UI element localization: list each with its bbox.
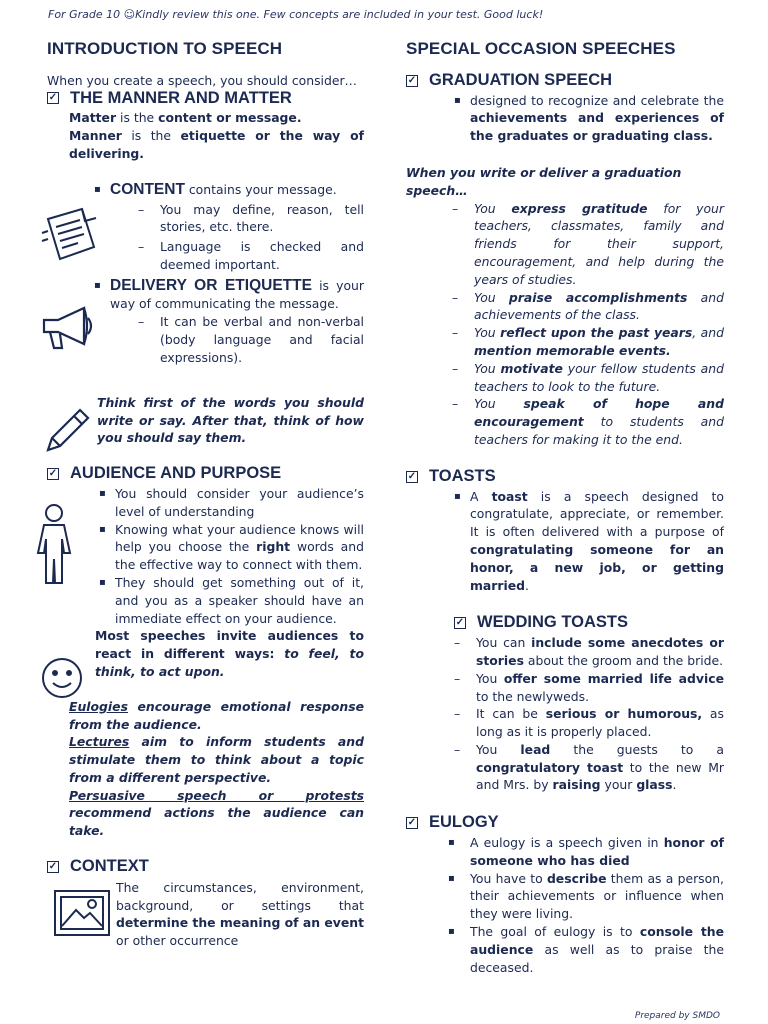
think-first-note: Think first of the words you should write or say. After that, think of how you should say them. bbox=[97, 394, 364, 446]
checkbox-icon: ✓ bbox=[407, 74, 417, 86]
intro-text: When you create a speech, you should consider… bbox=[47, 72, 357, 88]
heading-toasts: ✓ TOASTS bbox=[407, 466, 496, 485]
heading-eulogy: ✓ EULOGY bbox=[407, 813, 499, 832]
graduation-when: When you write or deliver a graduation speech… bbox=[406, 164, 682, 198]
section-title-special: SPECIAL OCCASION SPEECHES bbox=[406, 39, 676, 58]
checkbox-icon: ✓ bbox=[407, 470, 417, 482]
context-text: The circumstances, environment, background, or settings that determine the meaning of an event or other occurrence bbox=[116, 879, 364, 949]
megaphone-icon bbox=[38, 304, 100, 352]
list-item: ▪ You have to describe them as a person, their achievements or influence when they were living. bbox=[448, 870, 724, 923]
heading-wedding-toasts: ✓ WEDDING TOASTS bbox=[455, 613, 628, 632]
invite-text: Most speeches invite audiences to react in different ways: to feel, to think, to act upon. bbox=[95, 628, 364, 679]
eulogy-list bbox=[448, 834, 724, 976]
list-item: – You may define, reason, tell stories, etc. there. bbox=[138, 201, 364, 237]
left-column bbox=[40, 40, 364, 950]
list-item: ▪ A eulogy is a speech given in honor of someone who has died bbox=[448, 834, 724, 870]
list-item: ▪ They should get something out of it, and you as a speaker should have an immediate effect on your audience. bbox=[99, 574, 364, 627]
heading-manner-matter: ✓ THE MANNER AND MATTER bbox=[48, 88, 292, 107]
checkbox-icon: ✓ bbox=[48, 468, 58, 480]
list-item: – You offer some married life advice to the newlyweds. bbox=[454, 670, 724, 706]
list-item: – You praise accomplishments and achievements of the class. bbox=[452, 289, 724, 325]
right-column bbox=[406, 40, 724, 976]
speech-types: Eulogies encourage emotional response from the audience. Lectures aim to inform students and stimulate them to think about a topic from a different perspective. Persuasive speech or protests recommend actions the audience can take. bbox=[69, 698, 364, 839]
delivery-block: ▪ DELIVERY OR ETIQUETTE is your way of communicating the message. – It can be verbal and non-verbal (body language and facial expressions). bbox=[94, 277, 364, 367]
list-item: ▪ Knowing what your audience knows will help you choose the right words and the effective way to connect with them. bbox=[99, 521, 364, 574]
pencil-icon bbox=[44, 406, 92, 452]
smiley-icon bbox=[40, 656, 84, 700]
list-item: – You motivate your fellow students and teachers to look to the future. bbox=[452, 360, 724, 396]
checkbox-icon: ✓ bbox=[48, 860, 58, 872]
footer-credit: Prepared by SMDO bbox=[634, 1011, 720, 1021]
checkbox-icon: ✓ bbox=[407, 817, 417, 829]
manner-definitions: Matter is the content or message. Manner is the etiquette or the way of delivering. bbox=[69, 110, 364, 161]
section-title-intro: INTRODUCTION TO SPEECH bbox=[47, 39, 283, 58]
heading-graduation: ✓ GRADUATION SPEECH bbox=[407, 70, 613, 89]
list-item: – You reflect upon the past years, and mention memorable events. bbox=[452, 324, 724, 360]
picture-frame-icon bbox=[52, 888, 112, 938]
person-icon bbox=[34, 503, 74, 587]
list-item: ▪ You should consider your audience’s level of understanding bbox=[99, 485, 364, 521]
list-item: ▪ A toast is a speech designed to congratulate, appreciate, or remember. It is often delivered with a purpose of congratulating someone for an honor, a new job, or getting married. bbox=[454, 488, 724, 595]
heading-audience-purpose: ✓ AUDIENCE AND PURPOSE bbox=[48, 464, 282, 483]
audience-list bbox=[99, 485, 364, 627]
graduation-list bbox=[452, 200, 724, 449]
heading-context: ✓ CONTEXT bbox=[48, 857, 149, 876]
list-item: ▪ The goal of eulogy is to console the audience as well as to praise the deceased. bbox=[448, 923, 724, 976]
list-item: – It can be serious or humorous, as long as it is properly placed. bbox=[454, 705, 724, 741]
list-item: – Language is checked and deemed important. bbox=[138, 238, 364, 274]
list-item: – You lead the guests to a congratulatory toast to the new Mr and Mrs. by raising your glass. bbox=[454, 741, 724, 794]
checkbox-icon: ✓ bbox=[455, 617, 465, 629]
wedding-list bbox=[454, 634, 724, 794]
content-block: ▪ CONTENT contains your message. – You may define, reason, tell stories, etc. there. – Language is checked and deemed important. bbox=[94, 181, 364, 274]
list-item: – You can include some anecdotes or stories about the groom and the bride. bbox=[454, 634, 724, 670]
top-note: For Grade 10 ☺Kindly review this one. Few concepts are included in your test. Good luck! bbox=[48, 8, 544, 21]
list-item: – You speak of hope and encouragement to students and teachers for making it to the end. bbox=[452, 395, 724, 448]
list-item: ▪ designed to recognize and celebrate the achievements and experiences of the graduates or graduating class. bbox=[454, 92, 724, 145]
list-item: – You express gratitude for your teachers, classmates, family and friends for their support, encouragement, and help during the years of studies. bbox=[452, 200, 724, 289]
list-item: – It can be verbal and non-verbal (body language and facial expressions). bbox=[138, 313, 364, 366]
checkbox-icon: ✓ bbox=[48, 92, 58, 104]
document-icon bbox=[38, 205, 100, 263]
